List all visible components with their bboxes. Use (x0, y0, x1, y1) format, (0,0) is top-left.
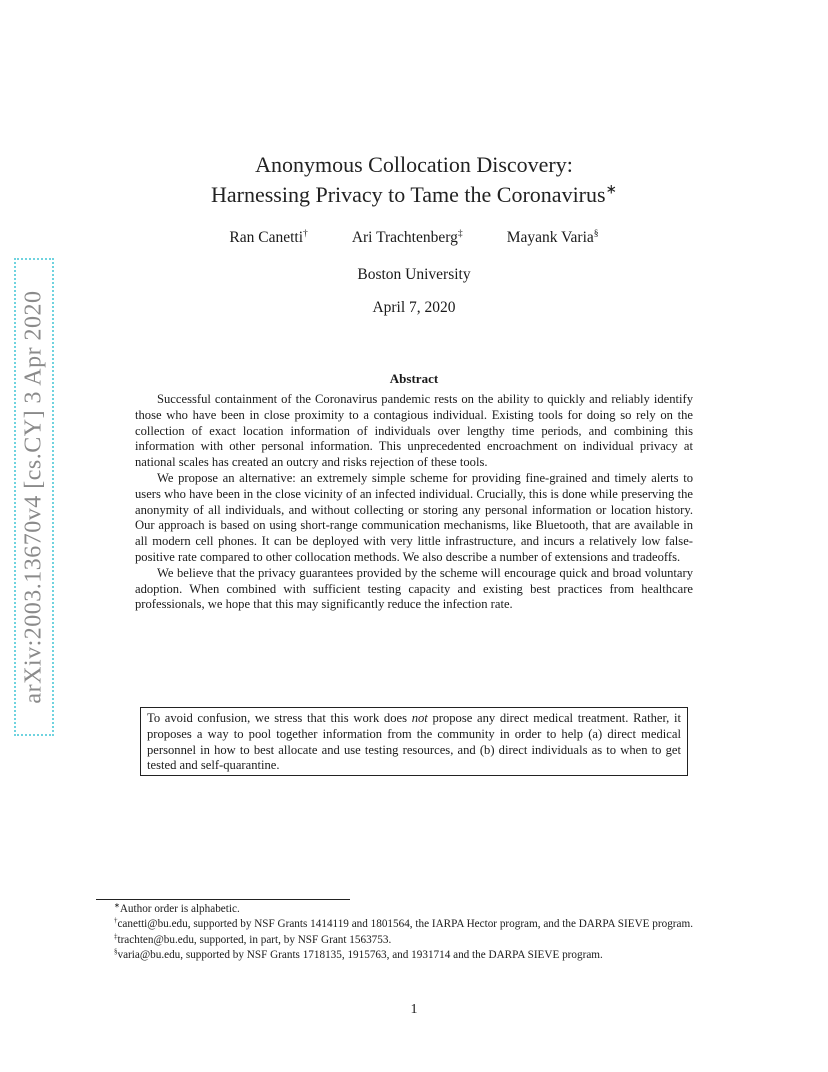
footnote-mark: § (114, 947, 118, 956)
footnote-rule (96, 899, 350, 900)
footnote (96, 948, 736, 963)
disclaimer-box (140, 707, 688, 776)
title-footnote-mark: ∗ (605, 181, 617, 197)
footnote-text: varia@bu.edu, supported by NSF Grants 1718135, 1915763, and 1931714 and the DARPA SIEVE program. (117, 949, 603, 962)
publication-date: April 7, 2020 (372, 299, 456, 316)
page-number: 1 (410, 1002, 418, 1017)
author (507, 229, 599, 247)
abstract-paragraph: We propose an alternative: an extremely simple scheme for providing fine-grained and timely alerts to users who have been in the close vicinity of an infected individual. Crucially, this is done while preserving the anonymity of all individuals, and without collecting or storing any personal information or location history. Our approach is based on using short-range communication mechanisms, like Bluetooth, that are available in all modern cell phones. It can be deployed with very little infrastructure, and incurs a relatively low false-positive rate compared to other collocation methods. We also describe a number of extensions and tradeoffs. (135, 470, 693, 564)
title-text: Harnessing Privacy to Tame the Coronavirus (210, 182, 606, 207)
author-footnote-mark: § (593, 227, 599, 239)
footnote-mark: ‡ (114, 932, 118, 941)
footnote (96, 917, 736, 932)
arxiv-side-stamp (14, 258, 54, 736)
paper-title-line-1: Anonymous Collocation Discovery: (255, 152, 573, 177)
author (229, 229, 307, 247)
disclaimer-text-start: To avoid confusion, we stress that this work does (147, 711, 412, 725)
author-name: Ran Canetti (229, 229, 304, 246)
author-list (0, 229, 828, 247)
author-name: Ari Trachtenberg (351, 229, 458, 246)
footnote-text: Author order is alphabetic. (119, 903, 240, 915)
disclaimer-emphasis: not (411, 711, 428, 725)
abstract-paragraph: Successful containment of the Coronavirus pandemic rests on the ability to quickly and reliably identify those who have been in close proximity to a contagious individual. Existing tools for doing so rely on the collection of exact location information of individuals over lengthy time periods, and combining this information with other personal information. This unprecedented encroachment on individual privacy at national scales has created an outcry and risks rejection of these tools. (135, 392, 693, 470)
footnote-text: trachten@bu.edu, supported, in part, by NSF Grant 1563753. (117, 933, 392, 946)
author-footnote-mark: ‡ (457, 227, 463, 239)
abstract-paragraph: We believe that the privacy guarantees provided by the scheme will encourage quick and broad voluntary adoption. When combined with sufficient testing capacity and existing best practices from healthcare professionals, we hope that this may significantly reduce the infection rate. (135, 565, 693, 612)
arxiv-identifier: arXiv:2003.13670v4 [cs.CY] 3 Apr 2020 (20, 290, 47, 704)
author-footnote-mark: † (303, 227, 308, 239)
paper-title-line-2 (0, 182, 828, 208)
disclaimer-text-end: propose any direct medical treatment. Rather, it proposes a way to pool together information from the community in order to help (a) direct medical personnel in how to best allocate and use testing resources, and (b) direct individuals as to when to get tested and self-quarantine. (147, 711, 681, 773)
footnote-mark: † (114, 916, 118, 925)
author (352, 229, 463, 247)
abstract-heading: Abstract (389, 371, 439, 386)
footnote (96, 933, 736, 948)
footnote (96, 902, 736, 917)
author-name: Mayank Varia (506, 229, 594, 246)
affiliation: Boston University (357, 266, 471, 283)
footnote-text: canetti@bu.edu, supported by NSF Grants 1414119 and 1801564, the IARPA Hector program, and the DARPA SIEVE program. (117, 918, 693, 931)
footnotes (96, 902, 736, 964)
abstract-body (135, 392, 693, 613)
footnote-mark: ∗ (114, 901, 120, 910)
